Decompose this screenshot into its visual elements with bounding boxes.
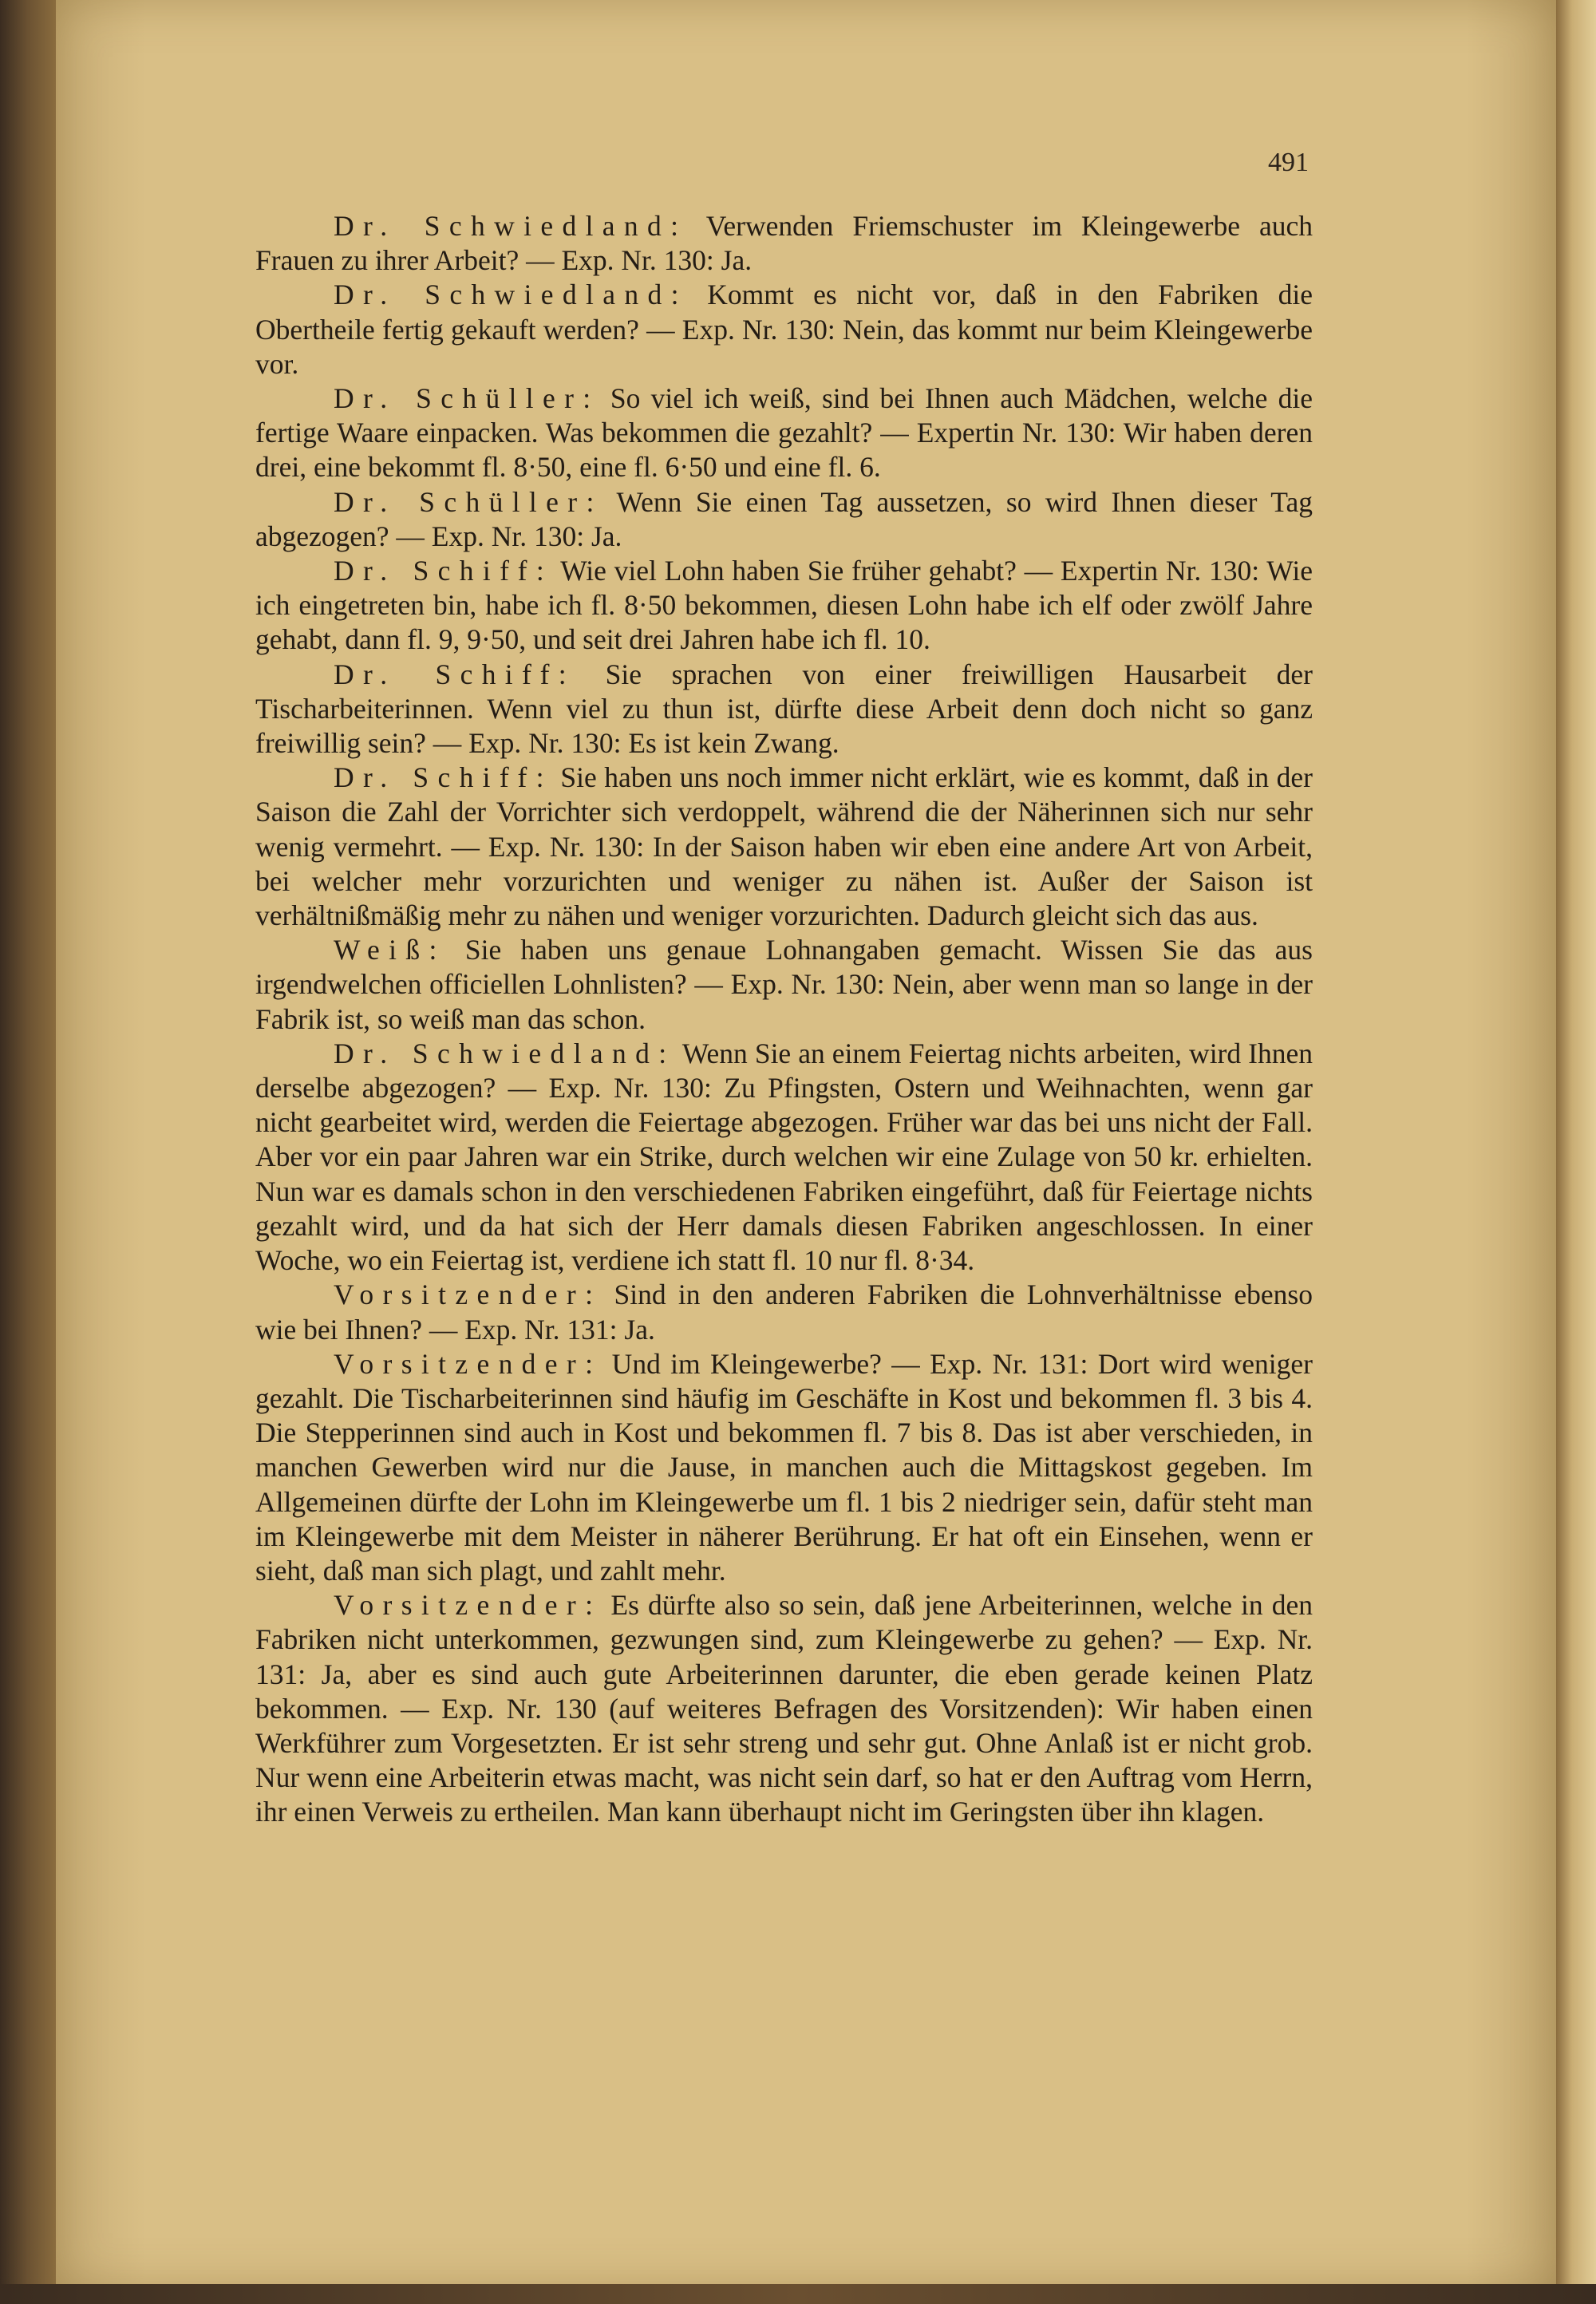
speaker: Dr. Schiff: [334,658,575,690]
paragraph-text: So viel ich weiß, sind bei Ihnen auch Mädchen, welche die fertige Waare einpacken. Was bekommen die gezahlt? — Expertin Nr. 130: Wir haben deren drei, eine bekommt fl. 8·50, eine fl. 6·50 und eine fl. 6. [255,382,1313,484]
book-gutter [0,0,56,2304]
paragraph [255,1037,1313,1278]
speaker: Dr. Schiff: [334,555,554,587]
speaker: Dr. Schüller: [334,485,603,518]
paragraph [255,761,1313,933]
paragraph [255,554,1313,658]
speaker: Weiß: [334,934,446,966]
speaker: Dr. Schwiedland: [334,279,688,311]
paragraph [255,209,1313,278]
paragraph-text: Sie haben uns genaue Lohnangaben gemacht. Wissen Sie das aus irgendwelchen officiellen Lohnlisten? — Exp. Nr. 130: Nein, aber wenn man so lange in der Fabrik ist, so weiß man das schon. [255,934,1313,1035]
paragraph-text: Wenn Sie an einem Feiertag nichts arbeiten, wird Ihnen derselbe abgezogen? — Exp. Nr. 130: Zu Pfingsten, Ostern und Weihnachten, wenn gar nicht gearbeitet wird, werden die Feiertage abgezogen. Früher war das bei uns nicht der Fall. Aber vor ein paar Jahren war ein Strike, durch welchen wir eine Zulage von 50 kr. erhielten. Nun war es damals schon in den verschiedenen Fabriken eingeführt, daß für Feiertage nichts gezahlt wird, und da hat sich der Herr damals diesen Fabriken angeschlossen. In einer Woche, wo ein Feiertag ist, verdiene ich statt fl. 10 nur fl. 8·34. [255,1037,1314,1277]
book-bottom-edge [0,2284,1596,2304]
paragraph-text: Sie haben uns noch immer nicht erklärt, wie es kommt, daß in der Saison die Zahl der Vorrichter sich verdoppelt, während die der Näherinnen sich nur sehr wenig vermehrt. — Exp. Nr. 130: In der Saison haben wir eben eine andere Art von Arbeit, bei welcher mehr vorzurichten und weniger zu nähen ist. Außer der Saison ist verhältnißmäßig mehr zu nähen und weniger vorzurichten. Dadurch gleicht sich das aus. [255,761,1313,932]
paragraph [255,1278,1313,1346]
paragraph-text: Es dürfte also so sein, daß jene Arbeiterinnen, welche in den Fabriken nicht unterkommen, gezwungen sind, zum Kleingewerbe zu gehen? — Exp. Nr. 131: Ja, aber es sind auch gute Arbeiterinnen darunter, die eben gerade keinen Platz bekommen. — Exp. Nr. 130 (auf weiteres Befragen des Vorsitzenden): Wir haben einen Werkführer zum Vorgesetzten. Er ist sehr streng und sehr gut. Ohne Anlaß ist er nicht grob. Nur wenn eine Arbeiterin etwas macht, was nicht sein darf, so hat er den Auftrag vom Herrn, ihr einen Verweis zu ertheilen. Man kann überhaupt nicht im Geringsten über ihn klagen. [255,1589,1313,1828]
paragraph [255,658,1313,761]
paragraph [255,1588,1313,1829]
paragraph-text: Kommt es nicht vor, daß in den Fabriken die Obertheile fertig gekauft werden? — Exp. Nr. 130: Nein, das kommt nur beim Kleingewerbe vor. [255,279,1314,380]
paragraph-text: Wie viel Lohn haben Sie früher gehabt? — Expertin Nr. 130: Wie ich eingetreten bin, habe ich fl. 8·50 bekommen, diesen Lohn habe ich elf oder zwölf Jahre gehabt, dann fl. 9, 9·50, und seit drei Jahren habe ich fl. 10. [255,555,1313,656]
paragraph-text: Verwenden Friemschuster im Kleingewerbe auch Frauen zu ihrer Arbeit? — Exp. Nr. 130: Ja. [255,210,1313,277]
speaker: Vorsitzender: [334,1278,602,1311]
speaker: Dr. Schwiedland: [334,1037,676,1069]
paragraph [255,485,1313,554]
page-edge [1556,0,1596,2304]
paragraph-text: Und im Kleingewerbe? — Exp. Nr. 131: Dort wird weniger gezahlt. Die Tischarbeiterinnen sind häufig im Geschäfte in Kost und bekommen fl. 3 bis 4. Die Stepperinnen sind auch in Kost und bekommen fl. 7 bis 8. Das ist aber verschieden, in manchen Gewerben wird nur die Jause, in manchen auch die Mittagskost gegeben. Im Allgemeinen dürfte der Lohn im Kleingewerbe um fl. 1 bis 2 niedriger sein, dafür steht man im Kleingewerbe mit dem Meister in näherer Berührung. Er hat oft ein Einsehen, wenn er sieht, daß man sich plagt, und zahlt mehr. [255,1347,1313,1587]
speaker: Dr. Schüller: [334,382,600,415]
paragraph [255,1347,1313,1588]
page-number: 491 [1268,148,1309,177]
body-text [255,209,1313,1830]
paragraph-text: Sind in den anderen Fabriken die Lohnverhältnisse ebenso wie bei Ihnen? — Exp. Nr. 131: Ja. [255,1278,1313,1346]
speaker: Dr. Schwiedland: [334,210,688,242]
speaker: Vorsitzender: [334,1589,602,1622]
paragraph [255,381,1313,485]
speaker: Dr. Schiff: [334,761,553,794]
paragraph [255,933,1313,1037]
paragraph [255,278,1313,381]
speaker: Vorsitzender: [334,1347,602,1380]
paragraph-text: Wenn Sie einen Tag aussetzen, so wird Ihnen dieser Tag abgezogen? — Exp. Nr. 130: Ja. [255,485,1313,552]
paragraph-text: Sie sprachen von einer freiwilligen Hausarbeit der Tischarbeiterinnen. Wenn viel zu thun ist, dürfte diese Arbeit denn doch nicht so ganz freiwillig sein? — Exp. Nr. 130: Es ist kein Zwang. [255,658,1313,760]
